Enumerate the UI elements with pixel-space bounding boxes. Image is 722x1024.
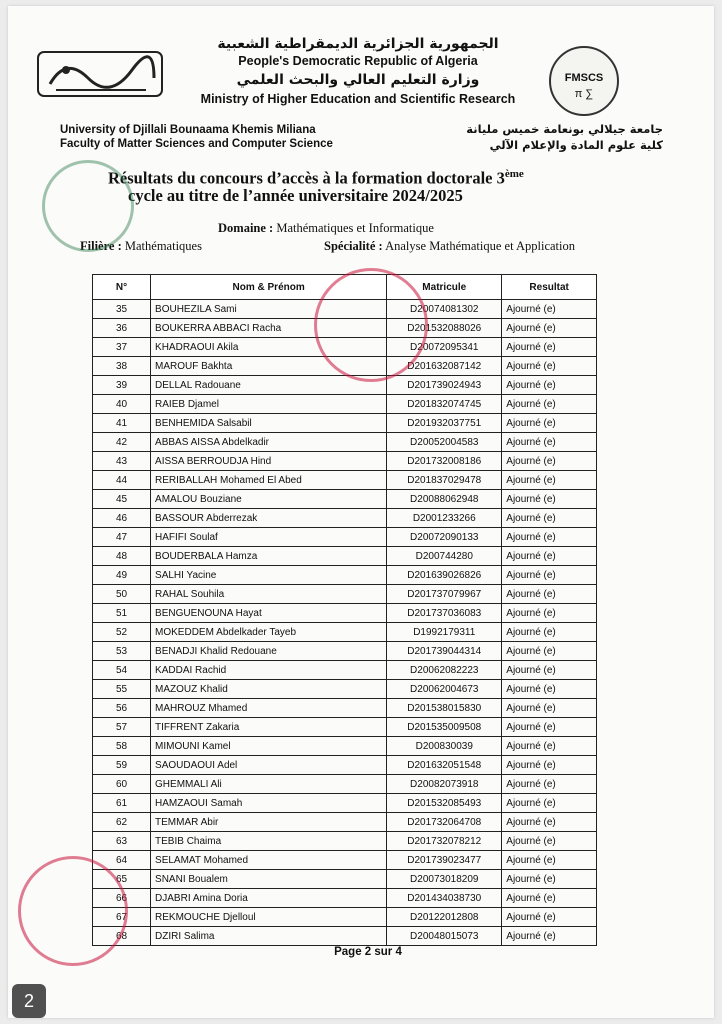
faculty-logo-text: FMSCS bbox=[564, 72, 604, 84]
specialite-line bbox=[324, 239, 575, 254]
row-name: RERIBALLAH Mohamed El Abed bbox=[151, 471, 387, 490]
row-result: Ajourné (e) bbox=[502, 604, 597, 623]
row-matricule: D20072090133 bbox=[387, 528, 502, 547]
row-matricule: D20052004583 bbox=[387, 433, 502, 452]
table-body bbox=[93, 300, 597, 946]
row-name: TIFFRENT Zakaria bbox=[151, 718, 387, 737]
row-name: HAMZAOUI Samah bbox=[151, 794, 387, 813]
row-result: Ajourné (e) bbox=[502, 300, 597, 319]
seal-stamp bbox=[18, 856, 128, 966]
table-row bbox=[93, 794, 597, 813]
table-row bbox=[93, 889, 597, 908]
row-result: Ajourné (e) bbox=[502, 851, 597, 870]
row-number: 58 bbox=[93, 737, 151, 756]
row-name: TEMMAR Abir bbox=[151, 813, 387, 832]
row-number: 59 bbox=[93, 756, 151, 775]
row-number: 64 bbox=[93, 851, 151, 870]
row-result: Ajourné (e) bbox=[502, 832, 597, 851]
table-row bbox=[93, 908, 597, 927]
green-stamp bbox=[42, 160, 134, 252]
row-result: Ajourné (e) bbox=[502, 756, 597, 775]
row-number: 37 bbox=[93, 338, 151, 357]
document-page bbox=[8, 6, 714, 1018]
row-number: 61 bbox=[93, 794, 151, 813]
row-number: 43 bbox=[93, 452, 151, 471]
table-row bbox=[93, 680, 597, 699]
filiere-label: Filière : bbox=[80, 239, 122, 253]
row-matricule: D201739024943 bbox=[387, 376, 502, 395]
table-row bbox=[93, 471, 597, 490]
row-name: BOUHEZILA Sami bbox=[151, 300, 387, 319]
row-matricule: D201538015830 bbox=[387, 699, 502, 718]
table-row bbox=[93, 433, 597, 452]
row-name: DELLAL Radouane bbox=[151, 376, 387, 395]
row-result: Ajourné (e) bbox=[502, 547, 597, 566]
row-number: 36 bbox=[93, 319, 151, 338]
row-matricule: D201434038730 bbox=[387, 889, 502, 908]
table-row bbox=[93, 376, 597, 395]
row-matricule: D2001233266 bbox=[387, 509, 502, 528]
row-name: SALHI Yacine bbox=[151, 566, 387, 585]
row-matricule: D201732008186 bbox=[387, 452, 502, 471]
republic-english: People's Democratic Republic of Algeria bbox=[238, 54, 478, 68]
col-header-number: N° bbox=[93, 275, 151, 300]
row-name: AISSA BERROUDJA Hind bbox=[151, 452, 387, 471]
row-number: 35 bbox=[93, 300, 151, 319]
row-name: BENADJI Khalid Redouane bbox=[151, 642, 387, 661]
row-result: Ajourné (e) bbox=[502, 699, 597, 718]
row-name: KADDAI Rachid bbox=[151, 661, 387, 680]
row-number: 44 bbox=[93, 471, 151, 490]
row-number: 55 bbox=[93, 680, 151, 699]
table-row bbox=[93, 813, 597, 832]
title-line-1: Résultats du concours d’accès à la formation doctorale 3 bbox=[108, 168, 505, 188]
row-number: 50 bbox=[93, 585, 151, 604]
row-matricule: D20088062948 bbox=[387, 490, 502, 509]
row-name: HAFIFI Soulaf bbox=[151, 528, 387, 547]
row-number: 46 bbox=[93, 509, 151, 528]
university-english: University of Djillali Bounaama Khemis Miliana bbox=[60, 124, 316, 136]
row-matricule: D201739044314 bbox=[387, 642, 502, 661]
document-title bbox=[108, 164, 648, 189]
col-header-matricule: Matricule bbox=[387, 275, 502, 300]
row-result: Ajourné (e) bbox=[502, 737, 597, 756]
row-number: 68 bbox=[93, 927, 151, 946]
page-number: Page 2 sur 4 bbox=[334, 946, 402, 958]
row-number: 42 bbox=[93, 433, 151, 452]
row-name: DJABRI Amina Doria bbox=[151, 889, 387, 908]
row-number: 45 bbox=[93, 490, 151, 509]
faculty-logo bbox=[549, 46, 619, 116]
row-number: 48 bbox=[93, 547, 151, 566]
table-row bbox=[93, 528, 597, 547]
row-result: Ajourné (e) bbox=[502, 376, 597, 395]
official-stamp bbox=[314, 268, 428, 382]
row-result: Ajourné (e) bbox=[502, 794, 597, 813]
table-row bbox=[93, 490, 597, 509]
row-matricule: D20048015073 bbox=[387, 927, 502, 946]
table-row bbox=[93, 927, 597, 946]
table-row bbox=[93, 870, 597, 889]
row-matricule: D20122012808 bbox=[387, 908, 502, 927]
row-name: RAHAL Souhila bbox=[151, 585, 387, 604]
row-name: DZIRI Salima bbox=[151, 927, 387, 946]
table-row bbox=[93, 642, 597, 661]
university-logo bbox=[36, 48, 166, 100]
row-number: 39 bbox=[93, 376, 151, 395]
row-name: KHADRAOUI Akila bbox=[151, 338, 387, 357]
row-result: Ajourné (e) bbox=[502, 433, 597, 452]
row-matricule: D201532085493 bbox=[387, 794, 502, 813]
table-row bbox=[93, 832, 597, 851]
ministry-english: Ministry of Higher Education and Scientific Research bbox=[200, 92, 516, 106]
faculty-arabic: كلية علوم المادة والإعلام الآلي bbox=[489, 138, 663, 152]
row-number: 51 bbox=[93, 604, 151, 623]
row-result: Ajourné (e) bbox=[502, 889, 597, 908]
row-name: AMALOU Bouziane bbox=[151, 490, 387, 509]
row-matricule: D201837029478 bbox=[387, 471, 502, 490]
table-row bbox=[93, 737, 597, 756]
row-result: Ajourné (e) bbox=[502, 585, 597, 604]
row-name: BOUKERRA ABBACI Racha bbox=[151, 319, 387, 338]
row-result: Ajourné (e) bbox=[502, 680, 597, 699]
domaine-label: Domaine : bbox=[218, 221, 274, 235]
row-matricule: D20073018209 bbox=[387, 870, 502, 889]
specialite-value: Analyse Mathématique et Application bbox=[385, 239, 575, 253]
row-result: Ajourné (e) bbox=[502, 927, 597, 946]
row-result: Ajourné (e) bbox=[502, 528, 597, 547]
title-superscript: ème bbox=[504, 168, 524, 180]
row-number: 53 bbox=[93, 642, 151, 661]
table-row bbox=[93, 623, 597, 642]
row-result: Ajourné (e) bbox=[502, 357, 597, 376]
row-matricule: D201639026826 bbox=[387, 566, 502, 585]
table-row bbox=[93, 756, 597, 775]
row-result: Ajourné (e) bbox=[502, 661, 597, 680]
row-matricule: D200830039 bbox=[387, 737, 502, 756]
row-number: 60 bbox=[93, 775, 151, 794]
row-name: SAOUDAOUI Adel bbox=[151, 756, 387, 775]
row-result: Ajourné (e) bbox=[502, 509, 597, 528]
row-matricule: D20072095341 bbox=[387, 338, 502, 357]
row-name: TEBIB Chaima bbox=[151, 832, 387, 851]
row-result: Ajourné (e) bbox=[502, 395, 597, 414]
ministry-arabic: وزارة التعليم العالي والبحث العلمي bbox=[236, 72, 480, 88]
title-line-2: cycle au titre de l’année universitaire 2024/2025 bbox=[128, 186, 463, 205]
col-header-result: Resultat bbox=[502, 275, 597, 300]
row-name: MAZOUZ Khalid bbox=[151, 680, 387, 699]
row-result: Ajourné (e) bbox=[502, 414, 597, 433]
row-matricule: D201632087142 bbox=[387, 357, 502, 376]
specialite-label: Spécialité : bbox=[324, 239, 383, 253]
table-row bbox=[93, 775, 597, 794]
row-result: Ajourné (e) bbox=[502, 623, 597, 642]
row-result: Ajourné (e) bbox=[502, 452, 597, 471]
row-matricule: D200744280 bbox=[387, 547, 502, 566]
row-matricule: D201737079967 bbox=[387, 585, 502, 604]
row-name: BOUDERBALA Hamza bbox=[151, 547, 387, 566]
row-result: Ajourné (e) bbox=[502, 490, 597, 509]
table-row bbox=[93, 566, 597, 585]
row-result: Ajourné (e) bbox=[502, 813, 597, 832]
row-number: 52 bbox=[93, 623, 151, 642]
row-matricule: D201737036083 bbox=[387, 604, 502, 623]
row-name: REKMOUCHE Djelloul bbox=[151, 908, 387, 927]
row-matricule: D201739023477 bbox=[387, 851, 502, 870]
row-result: Ajourné (e) bbox=[502, 642, 597, 661]
row-result: Ajourné (e) bbox=[502, 775, 597, 794]
row-matricule: D201535009508 bbox=[387, 718, 502, 737]
row-name: BENHEMIDA Salsabil bbox=[151, 414, 387, 433]
domaine-line bbox=[218, 221, 434, 236]
col-header-name: Nom & Prénom bbox=[151, 275, 387, 300]
faculty-english: Faculty of Matter Sciences and Computer Science bbox=[60, 138, 333, 150]
row-number: 67 bbox=[93, 908, 151, 927]
row-number: 47 bbox=[93, 528, 151, 547]
row-matricule: D1992179311 bbox=[387, 623, 502, 642]
domaine-value: Mathématiques et Informatique bbox=[276, 221, 434, 235]
row-number: 49 bbox=[93, 566, 151, 585]
row-number: 38 bbox=[93, 357, 151, 376]
table-row bbox=[93, 509, 597, 528]
row-result: Ajourné (e) bbox=[502, 908, 597, 927]
row-matricule: D201732078212 bbox=[387, 832, 502, 851]
page-badge[interactable]: 2 bbox=[12, 984, 46, 1018]
university-arabic: جامعة جيلالي بونعامة خميس مليانة bbox=[466, 122, 663, 136]
row-name: MIMOUNI Kamel bbox=[151, 737, 387, 756]
row-number: 66 bbox=[93, 889, 151, 908]
row-result: Ajourné (e) bbox=[502, 319, 597, 338]
row-matricule: D201732064708 bbox=[387, 813, 502, 832]
row-name: MOKEDDEM Abdelkader Tayeb bbox=[151, 623, 387, 642]
row-result: Ajourné (e) bbox=[502, 718, 597, 737]
table-row bbox=[93, 452, 597, 471]
row-name: BASSOUR Abderrezak bbox=[151, 509, 387, 528]
row-number: 57 bbox=[93, 718, 151, 737]
table-row bbox=[93, 547, 597, 566]
row-number: 65 bbox=[93, 870, 151, 889]
table-row bbox=[93, 661, 597, 680]
table-row bbox=[93, 851, 597, 870]
row-result: Ajourné (e) bbox=[502, 566, 597, 585]
republic-arabic: الجمهورية الجزائرية الديمقراطية الشعبية bbox=[217, 36, 499, 52]
row-matricule: D20082073918 bbox=[387, 775, 502, 794]
row-result: Ajourné (e) bbox=[502, 338, 597, 357]
row-result: Ajourné (e) bbox=[502, 870, 597, 889]
table-row bbox=[93, 718, 597, 737]
row-number: 41 bbox=[93, 414, 151, 433]
row-number: 40 bbox=[93, 395, 151, 414]
row-result: Ajourné (e) bbox=[502, 471, 597, 490]
row-number: 54 bbox=[93, 661, 151, 680]
row-matricule: D201532088026 bbox=[387, 319, 502, 338]
row-matricule: D20062082223 bbox=[387, 661, 502, 680]
row-name: GHEMMALI Ali bbox=[151, 775, 387, 794]
table-row bbox=[93, 699, 597, 718]
row-matricule: D201932037751 bbox=[387, 414, 502, 433]
filiere-value: Mathématiques bbox=[124, 239, 202, 253]
row-matricule: D20062004673 bbox=[387, 680, 502, 699]
row-matricule: D201832074745 bbox=[387, 395, 502, 414]
table-row bbox=[93, 604, 597, 623]
row-name: RAIEB Djamel bbox=[151, 395, 387, 414]
row-name: BENGUENOUNA Hayat bbox=[151, 604, 387, 623]
row-matricule: D201632051548 bbox=[387, 756, 502, 775]
row-number: 63 bbox=[93, 832, 151, 851]
row-matricule: D20074081302 bbox=[387, 300, 502, 319]
row-name: MAHROUZ Mhamed bbox=[151, 699, 387, 718]
table-row bbox=[93, 414, 597, 433]
row-name: SELAMAT Mohamed bbox=[151, 851, 387, 870]
pi-icon: π ∑ bbox=[574, 88, 594, 100]
table-row bbox=[93, 585, 597, 604]
table-row bbox=[93, 395, 597, 414]
row-number: 56 bbox=[93, 699, 151, 718]
row-name: MAROUF Bakhta bbox=[151, 357, 387, 376]
row-name: ABBAS AISSA Abdelkadir bbox=[151, 433, 387, 452]
row-number: 62 bbox=[93, 813, 151, 832]
row-name: SNANI Boualem bbox=[151, 870, 387, 889]
